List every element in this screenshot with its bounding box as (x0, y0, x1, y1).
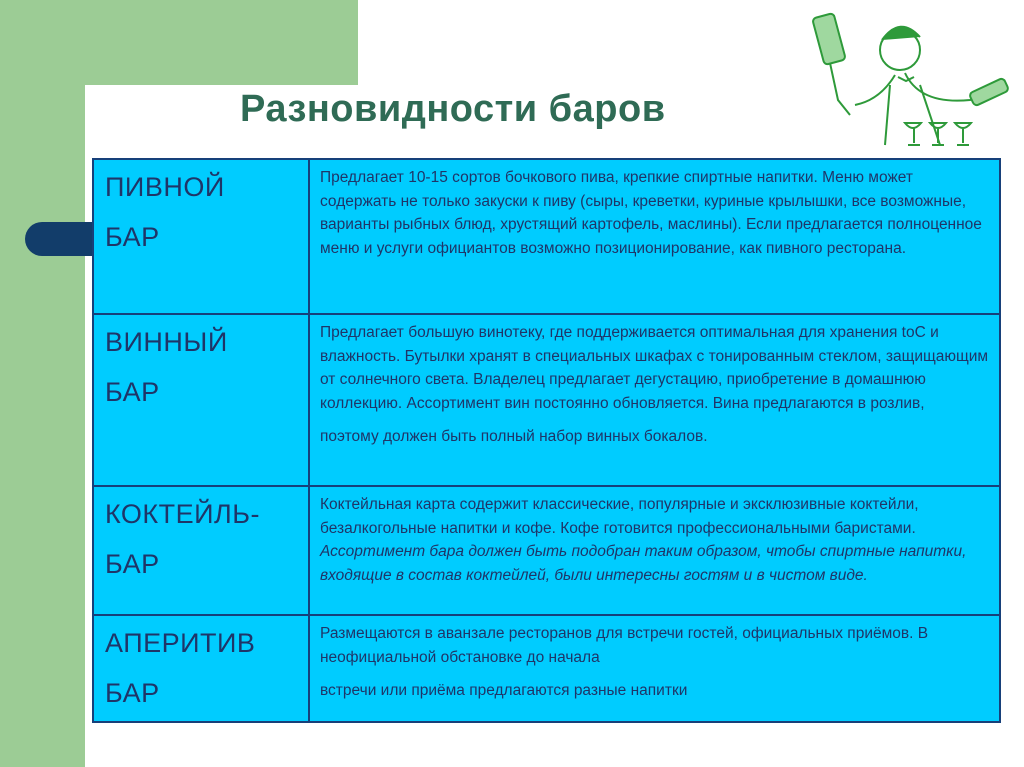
bar-type-name (93, 314, 309, 486)
bar-type-name (93, 486, 309, 615)
bar-type-name (93, 615, 309, 722)
name-line: БАР (105, 678, 160, 708)
table-row (93, 615, 1000, 722)
bartender-clipart-icon (810, 5, 1015, 155)
green-side-band (0, 0, 85, 767)
decorative-tab (25, 222, 97, 256)
name-line: БАР (105, 377, 160, 407)
bar-type-description: Предлагает 10-15 сортов бочкового пива, крепкие спиртные напитки. Меню может содержать не только закуски к пиву (сыры, креветки, куриные крылышки, все возможные, варианты рыбных блюд, хрустящий картофель, маслины). Если предлагается полноценное меню и услуги официантов возможно позиционирование, как пивного ресторана. (309, 159, 1000, 314)
desc-tail: встречи или приёма предлагаются разные напитки (320, 682, 688, 699)
bar-type-name (93, 159, 309, 314)
bar-type-description (309, 314, 1000, 486)
desc-text: Коктейльная карта содержит классические, популярные и эксклюзивные коктейли, безалкогольные напитки и кофе. Кофе готовится профессиональными баристами. (320, 496, 919, 537)
name-line: БАР (105, 222, 160, 252)
slide-title: Разновидности баров (240, 88, 666, 130)
green-top-band (0, 0, 358, 85)
desc-text: Предлагает большую винотеку, где поддерживается оптимальная для хранения toC и влажность. Бутылки хранят в специальных шкафах с тонированным стеклом, защищающим от солнечного света. Владелец предлагает дегустацию, приобретение в домашнюю коллекцию. Ассортимент вин постоянно обновляется. Вина предлагаются в розлив, (320, 324, 989, 412)
bar-type-description (309, 615, 1000, 722)
desc-italic: Ассортимент бара должен быть подобран таким образом, чтобы спиртные напитки, входящие в состав коктейлей, были интересны гостям и в чистом виде. (320, 543, 967, 584)
name-line: ВИННЫЙ (105, 327, 228, 357)
name-line: АПЕРИТИВ (105, 628, 256, 658)
desc-tail: поэтому должен быть полный набор винных бокалов. (320, 428, 708, 445)
desc-text: Размещаются в аванзале ресторанов для встречи гостей, официальных приёмов. В неофициальной обстановке до начала (320, 625, 929, 666)
name-line: ПИВНОЙ (105, 172, 225, 202)
bar-types-table (92, 158, 1001, 723)
name-line: БАР (105, 549, 160, 579)
name-line: КОКТЕЙЛЬ- (105, 499, 260, 529)
table-row (93, 486, 1000, 615)
bar-type-description (309, 486, 1000, 615)
table-row (93, 159, 1000, 314)
table-row (93, 314, 1000, 486)
